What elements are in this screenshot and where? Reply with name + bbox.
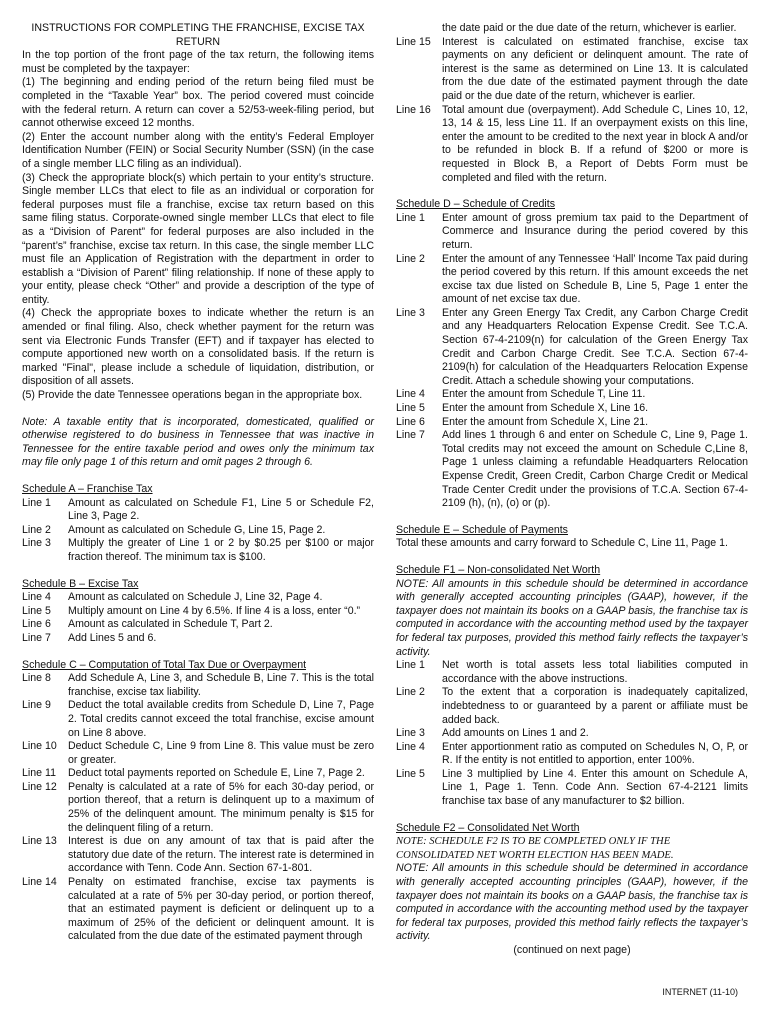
line-text: Deduct total payments reported on Schedule E, Line 7, Page 2. (68, 767, 365, 780)
intro-item-4: (4) Check the appropriate boxes to indicate whether the return is an amended or final filing. Also, check whether payment for the return was sent via Electronic Funds Transfer (EFT) and if taxpayer has elected to compute apportioned new worth on a consolidated basis. If the return is marked "Final", please include a schedule of liquidation, distribution, or disposition of all assets. (22, 307, 374, 388)
schedule-line (22, 767, 374, 781)
intro-item-2: (2) Enter the account number along with the entity’s Federal Employer Identification Number (FEIN) or Social Security Number (SSN) (in the case of a single member LLC filing as an individual). (22, 130, 374, 170)
intro-item-1: (1) The beginning and ending period of the return being filed must be completed in the “Taxable Year” box. The period covered must coincide with the federal return. A return can cover a 52/53-week-filing period, but cannot otherwise exceed 12 months. (22, 76, 374, 130)
line-label: Line 11 (22, 767, 56, 780)
schedule-f1-note: NOTE: All amounts in this schedule should be determined in accordance with generally accepted accounting principles (GAAP), however, if the taxpayer does not maintain its books on a GAAP basis, the franchise tax is computed in accordance with the accounting method used by the taxpayer for federal tax purposes, provided this method fairly reflects the taxpayer’s activity. (396, 577, 748, 658)
left-column (22, 22, 374, 944)
schedule-line (22, 835, 374, 876)
schedule-line (22, 591, 374, 605)
line-text: Line 3 multiplied by Line 4. Enter this amount on Schedule A, Line 1, Page 1. Tenn. Code Ann. Section 67-4-2121 limits franchise tax base of any manufacturer to $2 billion. (442, 767, 748, 808)
line-text: Add Lines 5 and 6. (68, 631, 157, 644)
line-text: Enter the amount from Schedule T, Line 11. (442, 388, 646, 401)
intro-item-3: (3) Check the appropriate block(s) which pertain to your entity’s structure. Single member LLCs that elect to file as an individual or corporation for federal purposes must file a franchise, excise tax return based on this same filing status. Corporate-owned single member LLCs that elect to file as a “Division of Parent” for federal purposes are also included in the “parent’s” franchise, excise tax return. In this case, the single member LLC must file an Application of Registration with the department in order to establish a “Division of Parent” filing relationship. If none of these apply to your entity, please check “Other” and provide a description of the type of entity. (22, 171, 374, 306)
schedule-b-title: Schedule B – Excise Tax (22, 577, 139, 590)
line-text: Enter the amount from Schedule X, Line 21. (442, 415, 649, 428)
schedule-line (22, 497, 374, 524)
schedule-line (22, 605, 374, 619)
schedule-line (396, 212, 748, 253)
line-label: Line 3 (396, 727, 425, 740)
schedule-f2 (396, 822, 748, 958)
schedule-line (22, 618, 374, 632)
line-text: Deduct the total available credits from Schedule D, Line 7, Page 2. Total credits cannot exceed the total franchise, excise amount on Line 8 above. (68, 699, 374, 739)
schedule-line (396, 402, 748, 416)
line-text: Interest is due on any amount of tax that is paid after the statutory due date of the return. The interest rate is determined in accordance with Tenn. Code Ann. Section 67-1-801. (68, 835, 374, 875)
form-version-footer: INTERNET (11-10) (662, 987, 738, 998)
schedule-d-title: Schedule D – Schedule of Credits (396, 198, 555, 211)
schedule-c-title: Schedule C – Computation of Total Tax Due or Overpayment (22, 658, 307, 671)
line-text: Interest is calculated on estimated franchise, excise tax payments on any deficient or delinquent amount. The rate of interest is the same as determined on Line 13. It is calculated from the due date of the estimated payment through the date paid or the due date of the return, whichever is earlier. (442, 35, 748, 102)
schedule-line (396, 741, 748, 768)
line-label: Line 1 (22, 496, 51, 509)
line-label: Line 16 (396, 103, 431, 116)
line-14-continuation: the date paid or the due date of the return, whichever is earlier. (442, 22, 737, 34)
line-label: Line 7 (396, 429, 425, 442)
line-text: Total amount due (overpayment). Add Schedule C, Lines 10, 12, 13, 14 & 15, less Line 11. If an overpayment exists on this line, enter the amount to be credited to the next year in block A and/or to be refunded in block B. If a refund of $200 or more is requested in Block B, a Report of Debts Form must be completed and filed with the return. (442, 103, 748, 184)
schedule-line (396, 659, 748, 686)
schedule-b (22, 578, 374, 646)
line-text: Add amounts on Lines 1 and 2. (442, 727, 589, 740)
schedule-line (396, 36, 748, 104)
line-label: Line 14 (22, 876, 57, 889)
line-label: Line 8 (22, 672, 51, 685)
line-text: Multiply amount on Line 4 by 6.5%. If line 4 is a loss, enter “0.” (68, 604, 361, 617)
schedule-e-title: Schedule E – Schedule of Payments (396, 523, 568, 536)
schedule-line (396, 253, 748, 307)
right-column (396, 22, 748, 958)
schedule-a (22, 483, 374, 565)
line-text: Enter any Green Energy Tax Credit, any Carbon Charge Credit and any Headquarters Relocation Expense Credit. See T.C.A. Section 67-4-2109(n) for calculation of the Green Energy Tax Credit and Carbon Charge Credit. See T.C.A. Section 67-4-2109(h) for calculation of the Headquarters Relocation Expense Credit. Attach a schedule showing your computations. (442, 306, 748, 387)
line-label: Line 12 (22, 780, 57, 793)
schedule-line (22, 699, 374, 740)
schedule-line (396, 768, 748, 809)
line-label: Line 6 (396, 415, 425, 428)
schedule-line (396, 416, 748, 430)
line-label: Line 15 (396, 35, 431, 48)
inactive-entity-note: Note: A taxable entity that is incorporated, domesticated, qualified or otherwise registered to do business in Tennessee that was inactive in Tennessee for the entire taxable period and owes only the minimum tax may file only page 1 of this return and omit pages 2 through 6. (22, 415, 374, 469)
schedule-f1 (396, 564, 748, 809)
intro-paragraph: In the top portion of the front page of the tax return, the following items must be completed by the taxpayer: (22, 49, 374, 75)
schedule-line (396, 727, 748, 741)
schedule-e (396, 524, 748, 551)
schedule-line (22, 876, 374, 944)
line-label: Line 5 (396, 402, 425, 415)
line-text: Enter the amount of any Tennessee ‘Hall’ Income Tax paid during the period covered by this return. If this amount exceeds the net excise tax due listed on Schedule B, Line 5, Page 1 enter the amount of net excise tax due. (442, 252, 748, 306)
line-label: Line 7 (22, 631, 51, 644)
line-label: Line 2 (22, 523, 51, 536)
schedule-line (22, 632, 374, 646)
schedule-line (396, 307, 748, 389)
line-text: Amount as calculated on Schedule F1, Line 5 or Schedule F2, Line 3, Page 2. (68, 496, 374, 523)
line-label: Line 5 (396, 767, 425, 780)
line-text: Amount as calculated on Schedule J, Line 32, Page 4. (68, 591, 323, 604)
line-label: Line 2 (396, 686, 425, 699)
continued-label: (continued on next page) (513, 944, 631, 956)
schedule-line (22, 740, 374, 767)
line-text: Penalty on estimated franchise, excise tax payments is calculated at a rate of 5% per 30-day period, or portion thereof, that an estimated payment is deficient or delinquent up to a maximum of 25% of the deficient or delinquent amount. It is calculated from the due date of the estimated payment through (68, 876, 374, 943)
line-label: Line 4 (22, 591, 51, 604)
line-text: Enter the amount from Schedule X, Line 16. (442, 402, 649, 415)
schedule-line (22, 537, 374, 564)
line-text: Multiply the greater of Line 1 or 2 by $0.25 per $100 or major fraction thereof. The minimum tax is $100. (68, 537, 374, 563)
schedule-c (22, 659, 374, 944)
schedule-line (396, 388, 748, 402)
line-text: Amount as calculated on Schedule G, Line 15, Page 2. (68, 523, 326, 536)
line-text: Deduct Schedule C, Line 9 from Line 8. This value must be zero or greater. (68, 740, 374, 766)
line-label: Line 2 (396, 252, 425, 265)
line-label: Line 1 (396, 659, 425, 672)
schedule-f1-title: Schedule F1 – Non-consolidated Net Worth (396, 563, 601, 576)
line-text: Amount as calculated in Schedule T, Part 2. (68, 618, 273, 631)
line-text: Enter apportionment ratio as computed on Schedules N, O, P, or R. If the entity is not entitled to apportion, enter 100%. (442, 740, 748, 767)
schedule-line (396, 429, 748, 511)
line-label: Line 3 (396, 306, 425, 319)
line-label: Line 1 (396, 211, 425, 224)
line-text: Add lines 1 through 6 and enter on Schedule C, Line 9, Page 1. Total credits may not exceed the amount on Schedule C,Line 8, Page 1 unless claiming a refundable Headquarters Relocation Expense Credit, Green Credit, Carbon Charge Credit or Medical Trade Center Credit under the provisions of T.C.A. Section 67-4-2109 (h), (n), (o) or (p). (442, 429, 748, 510)
line-label: Line 3 (22, 537, 51, 550)
line-label: Line 5 (22, 604, 51, 617)
line-label: Line 9 (22, 699, 51, 712)
schedule-line (396, 104, 748, 186)
line-text: Enter amount of gross premium tax paid to the Department of Commerce and Insurance during the period covered by this return. (442, 211, 748, 251)
page-title: INSTRUCTIONS FOR COMPLETING THE FRANCHISE, EXCISE TAX RETURN (31, 22, 365, 48)
schedule-f2-note: NOTE: All amounts in this schedule should be determined in accordance with generally accepted accounting principles (GAAP), however, if the taxpayer does not maintain its books on a GAAP basis, the franchise tax is computed in accordance with the accounting method used by the taxpayer for federal tax purposes, provided this method fairly reflects the taxpayer’s activity. (396, 862, 748, 943)
intro-item-5: (5) Provide the date Tennessee operations began in the appropriate box. (22, 389, 363, 402)
line-text: To the extent that a corporation is inadequately capitalized, indebtedness to or guaranteed by a parent or affiliate must be added back. (442, 686, 748, 726)
schedule-d (396, 198, 748, 511)
line-label: Line 10 (22, 740, 57, 753)
schedule-f2-caps-note: NOTE: SCHEDULE F2 IS TO BE COMPLETED ONLY IF THE CONSOLIDATED NET WORTH ELECTION HAS BEEN MADE. (396, 836, 674, 861)
schedule-line (396, 686, 748, 727)
schedule-line (22, 672, 374, 699)
schedule-e-text: Total these amounts and carry forward to Schedule C, Line 11, Page 1. (396, 537, 728, 550)
line-text: Add Schedule A, Line 3, and Schedule B, Line 7. This is the total franchise, excise tax liability. (68, 672, 374, 698)
line-label: Line 4 (396, 388, 425, 401)
schedule-line (22, 524, 374, 538)
line-label: Line 13 (22, 835, 57, 848)
schedule-f2-title: Schedule F2 – Consolidated Net Worth (396, 821, 580, 834)
schedule-line (22, 781, 374, 835)
line-label: Line 4 (396, 740, 425, 753)
schedule-a-title: Schedule A – Franchise Tax (22, 483, 153, 495)
line-label: Line 6 (22, 618, 51, 631)
line-text: Penalty is calculated at a rate of 5% for each 30-day period, or portion thereof, that a return is delinquent up to a maximum of 25% of the delinquent amount. The minimum penalty is $15 for the delinquent filing of a return. (68, 780, 374, 834)
line-text: Net worth is total assets less total liabilities computed in accordance with the above instructions. (442, 659, 748, 685)
